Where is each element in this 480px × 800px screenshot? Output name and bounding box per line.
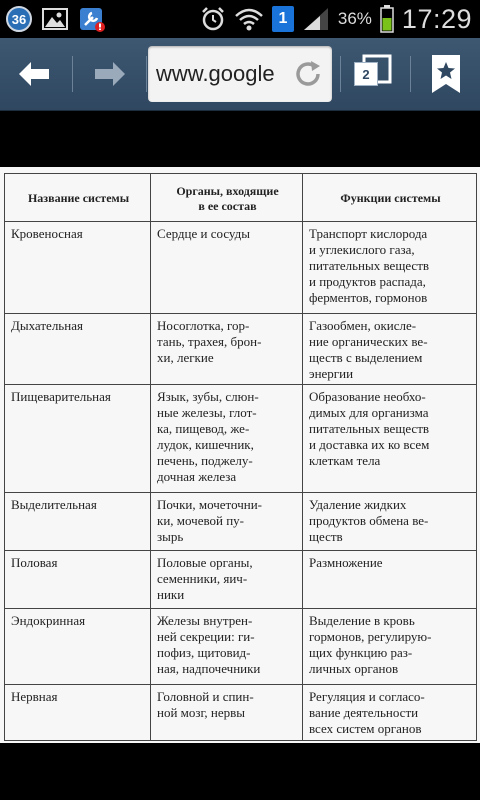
status-bar-right <box>200 2 472 36</box>
table-row <box>5 685 477 741</box>
cell-system: Дыхательная <box>5 314 151 385</box>
arrow-left-icon <box>17 60 51 88</box>
toolbar-divider <box>410 56 411 92</box>
cell-organs: Половые органы, семенники, яич- ники <box>151 551 303 609</box>
bookmark-button[interactable] <box>412 38 480 110</box>
battery-icon <box>380 5 394 33</box>
page-bottom-band <box>0 743 480 800</box>
tab-count: 2 <box>354 62 378 86</box>
arrow-right-icon <box>93 60 127 88</box>
url-text[interactable]: www.google <box>156 61 275 86</box>
wifi-icon <box>234 6 264 32</box>
header-system-name: Название системы <box>5 174 151 222</box>
organ-systems-table <box>4 173 477 741</box>
cell-functions: Размножение <box>303 551 477 609</box>
reload-icon[interactable] <box>292 58 324 90</box>
table-row <box>5 222 477 314</box>
bookmark-star-icon <box>431 54 461 94</box>
cell-functions: Удаление жидких продуктов обмена ве- ществ <box>303 493 477 551</box>
cell-functions: Регуляция и согласо- вание деятельности всех систем органов <box>303 685 477 741</box>
cell-functions: Образование необхо- димых для организма питательных веществ и доставка их ко всем клеткам тела <box>303 385 477 493</box>
gallery-icon <box>42 8 68 30</box>
cell-organs: Железы внутрен- ней секреции: ги- пофиз, щитовид- ная, надпочечники <box>151 609 303 685</box>
signal-strength-icon <box>302 6 330 32</box>
status-bar-left <box>6 5 106 33</box>
cell-system: Половая <box>5 551 151 609</box>
cell-organs: Носоглотка, гор- тань, трахея, брон- хи, легкие <box>151 314 303 385</box>
header-organs: Органы, входящие в ее состав <box>151 174 303 222</box>
cell-organs: Почки, мочеточни- ки, мочевой пу- зырь <box>151 493 303 551</box>
back-button[interactable] <box>0 38 68 110</box>
toolbar-divider <box>340 56 341 92</box>
notification-count-badge: 36 <box>6 6 32 32</box>
header-functions: Функции системы <box>303 174 477 222</box>
table-header-row <box>5 174 477 222</box>
browser-toolbar <box>0 38 480 111</box>
table-row <box>5 551 477 609</box>
sim-number: 1 <box>278 10 288 27</box>
clock-time: 17:29 <box>401 3 472 34</box>
toolbar-divider <box>146 56 147 92</box>
status-bar <box>0 0 480 38</box>
table-row <box>5 493 477 551</box>
alarm-clock-icon <box>200 6 226 32</box>
tabs-button[interactable] <box>344 38 408 110</box>
table-row <box>5 609 477 685</box>
cell-system: Эндокринная <box>5 609 151 685</box>
sim-indicator <box>272 6 294 32</box>
cell-system: Кровеносная <box>5 222 151 314</box>
toolbar-divider <box>72 56 73 92</box>
cell-system: Пищеварительная <box>5 385 151 493</box>
cell-organs: Головной и спин- ной мозг, нервы <box>151 685 303 741</box>
forward-button[interactable] <box>76 38 144 110</box>
wrench-update-icon <box>78 5 106 33</box>
cell-system: Нервная <box>5 685 151 741</box>
table-row <box>5 314 477 385</box>
table-row <box>5 385 477 493</box>
cell-system: Выделительная <box>5 493 151 551</box>
web-page-content <box>0 167 480 743</box>
page-top-band <box>0 111 480 167</box>
cell-functions: Газообмен, окисле- ние органических ве- ществ с выделением энергии <box>303 314 477 385</box>
cell-functions: Выделение в кровь гормонов, регулирую- щих функцию раз- личных органов <box>303 609 477 685</box>
cell-organs: Сердце и сосуды <box>151 222 303 314</box>
cell-organs: Язык, зубы, слюн- ные железы, глот- ка, пищевод, же- лудок, кишечник, печень, поджелу- дочная железа <box>151 385 303 493</box>
address-bar[interactable] <box>148 46 332 102</box>
battery-percent: 36% <box>337 9 372 28</box>
cell-functions: Транспорт кислорода и углекислого газа, питательных веществ и продуктов распада, ферментов, гормонов <box>303 222 477 314</box>
